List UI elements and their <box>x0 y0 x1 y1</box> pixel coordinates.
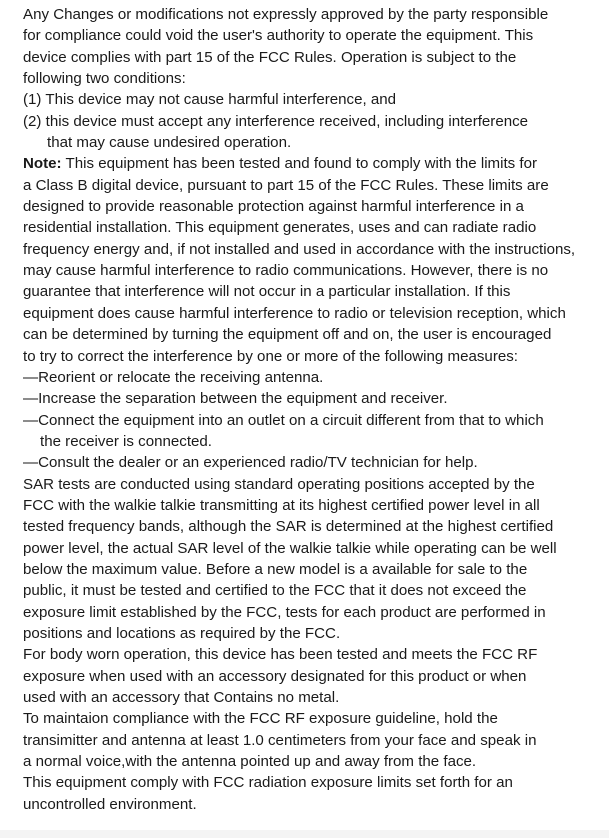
closing-line: This equipment comply with FCC radiation exposure limits set forth for an <box>23 774 513 792</box>
note-line: frequency energy and, if not installed and used in accordance with the instructions, <box>23 240 576 258</box>
note-line: designed to provide reasonable protection against harmful interference in a <box>23 198 524 216</box>
compliance-line: transimitter and antenna at least 1.0 centimeters from your face and speak in <box>23 731 537 749</box>
intro-line: Any Changes or modifications not expressly approved by the party responsible <box>23 6 549 23</box>
page-bottom-edge <box>0 830 609 838</box>
note-label: Note: <box>23 155 62 173</box>
sar-line: SAR tests are conducted using standard operating positions accepted by the <box>23 475 535 493</box>
compliance-line: To maintaion compliance with the FCC RF exposure guideline, hold the <box>23 710 498 728</box>
condition-2-continued: that may cause undesired operation. <box>47 134 292 152</box>
measure-item: —Consult the dealer or an experienced radio/TV technician for help. <box>23 454 478 472</box>
body-worn-line: used with an accessory that Contains no metal. <box>23 689 340 706</box>
measure-item: —Reorient or relocate the receiving antenna. <box>23 368 324 386</box>
body-worn-line: exposure when used with an accessory designated for this product or when <box>23 667 527 685</box>
sar-line: tested frequency bands, although the SAR is determined at the highest certified <box>23 518 554 536</box>
sar-line: public, it must be tested and certified to the FCC that it does not exceed the <box>23 582 527 600</box>
sar-line: positions and locations as required by the FCC. <box>23 624 341 642</box>
intro-line: for compliance could void the user's authority to operate the equipment. This <box>23 27 534 45</box>
intro-line: following two conditions: <box>23 70 186 88</box>
measure-item: —Connect the equipment into an outlet on a circuit different from that to which <box>23 411 544 429</box>
body-worn-line: For body worn operation, this device has been tested and meets the FCC RF <box>23 646 538 664</box>
note-line: can be determined by turning the equipment off and on, the user is encouraged <box>23 326 552 344</box>
measure-item: —Increase the separation between the equipment and receiver. <box>23 390 448 408</box>
closing-line: uncontrolled environment. <box>23 795 197 813</box>
note-line: guarantee that interference will not occur in a particular installation. If this <box>23 283 511 301</box>
compliance-line: a normal voice,with the antenna pointed up and away from the face. <box>23 753 477 771</box>
fcc-statement <box>23 4 609 815</box>
condition-2: (2) this device must accept any interference received, including interference <box>23 112 529 130</box>
note-first-line <box>23 153 609 174</box>
note-line: equipment does cause harmful interference to radio or television reception, which <box>23 304 566 322</box>
sar-line: FCC with the walkie talkie transmitting at its highest certified power level in all <box>23 496 540 514</box>
sar-line: power level, the actual SAR level of the walkie talkie while operating can be well <box>23 539 557 557</box>
condition-1: (1) This device may not cause harmful interference, and <box>23 91 397 109</box>
sar-line: below the maximum value. Before a new model is a available for sale to the <box>23 560 528 578</box>
sar-line: exposure limit established by the FCC, tests for each product are performed in <box>23 603 546 621</box>
note-first-text: This equipment has been tested and found to comply with the limits for <box>61 155 538 173</box>
note-line: residential installation. This equipment generates, uses and can radiate radio <box>23 219 537 237</box>
note-line: may cause harmful interference to radio communications. However, there is no <box>23 262 549 280</box>
measure-item-continued: the receiver is connected. <box>40 432 212 450</box>
intro-line: device complies with part 15 of the FCC Rules. Operation is subject to the <box>23 48 517 66</box>
note-line: a Class B digital device, pursuant to part 15 of the FCC Rules. These limits are <box>23 176 549 194</box>
note-line: to try to correct the interference by one or more of the following measures: <box>23 347 518 365</box>
